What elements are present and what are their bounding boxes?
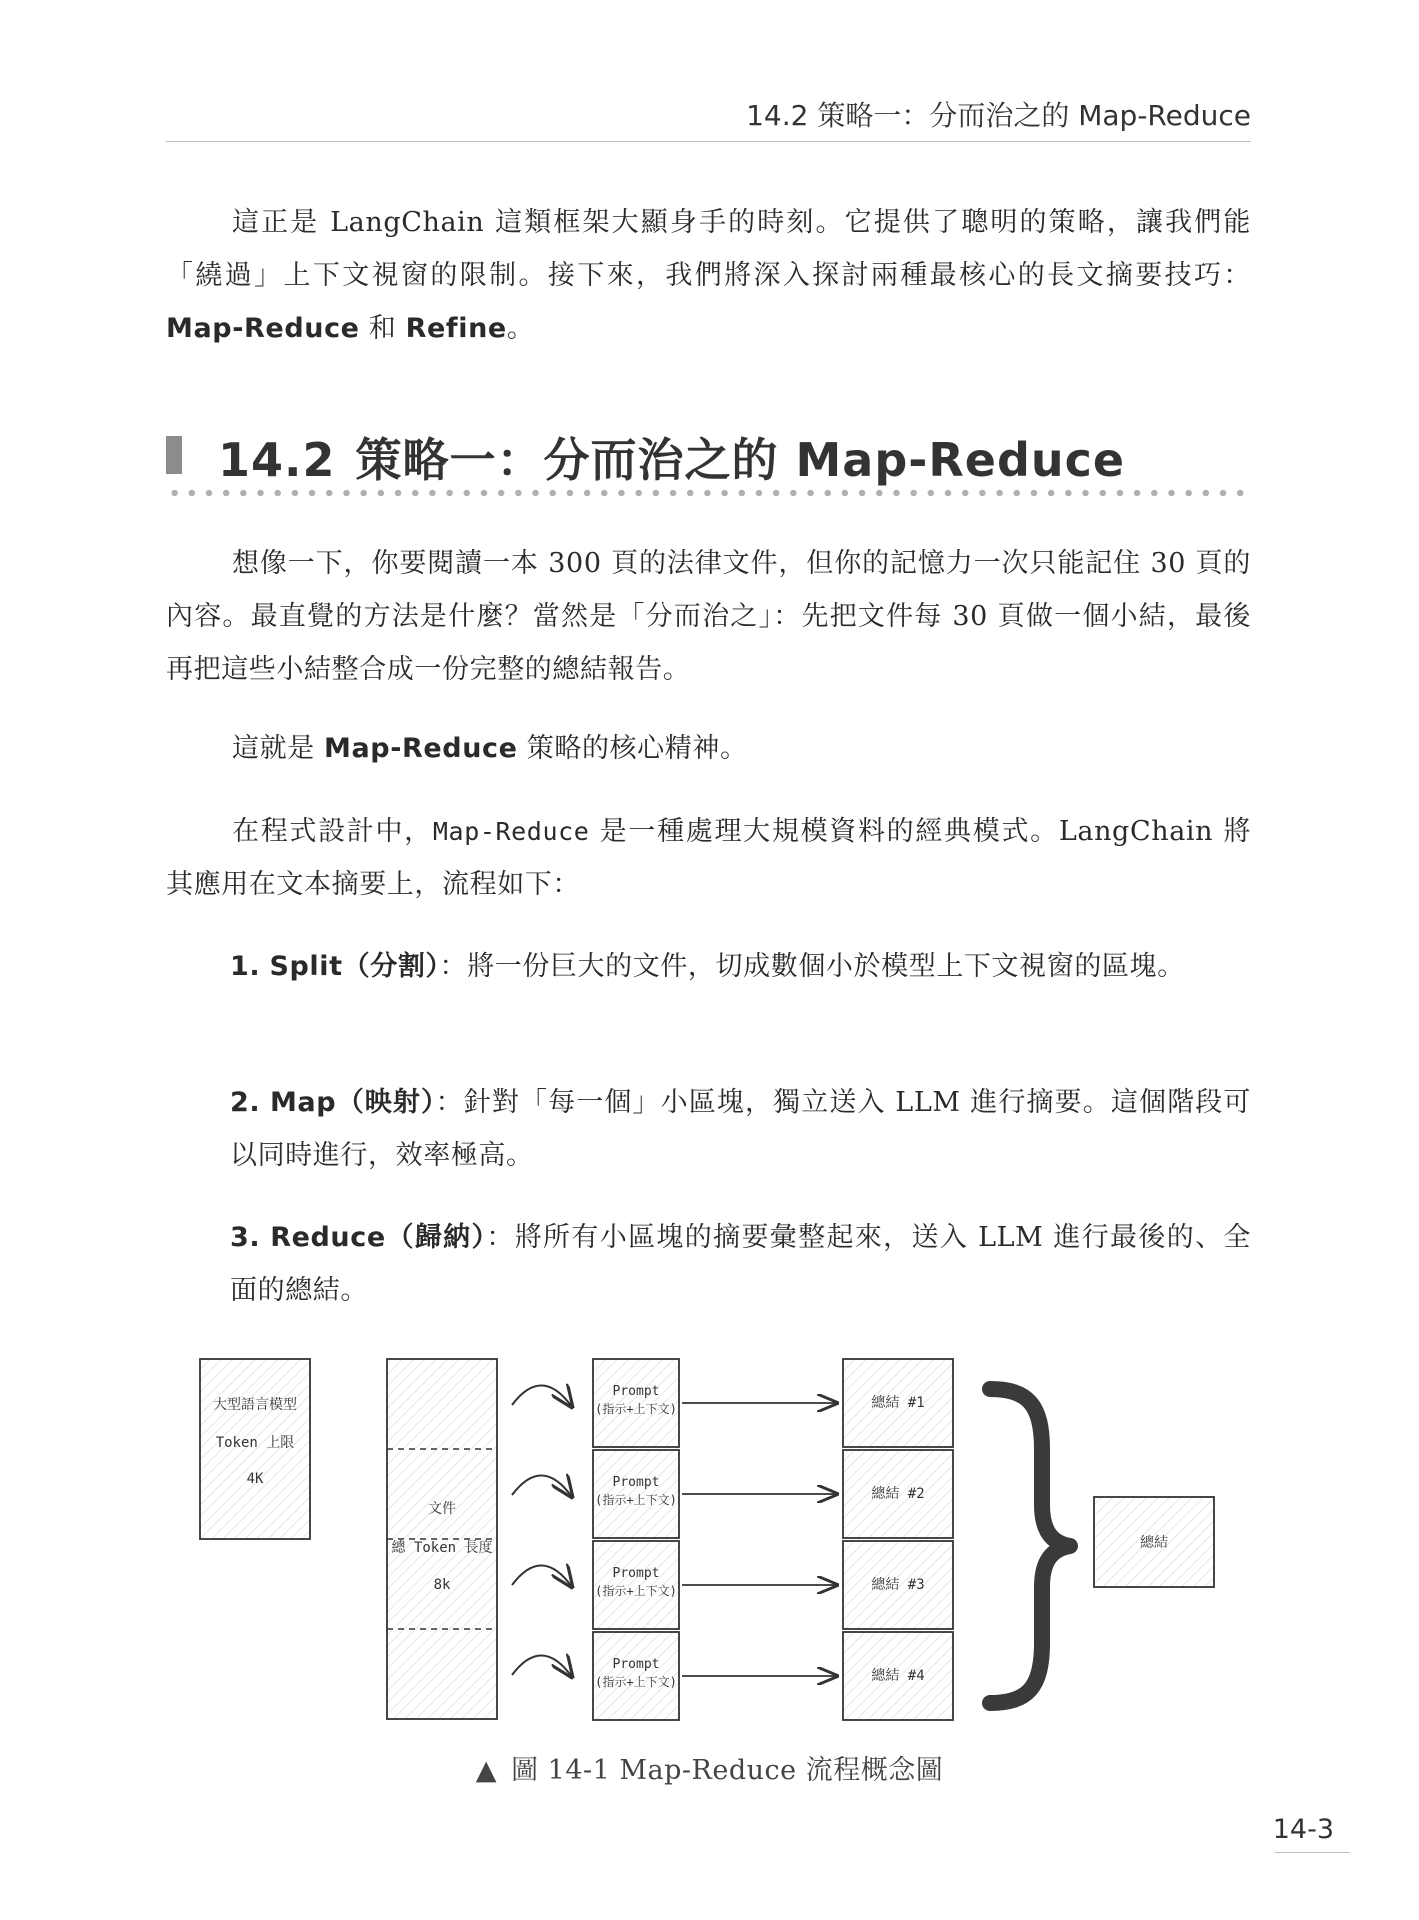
prompt-box-3 [593, 1541, 679, 1629]
pattern-code: Map-Reduce [432, 817, 590, 846]
core-term: Map-Reduce [323, 733, 518, 764]
step-text: ：將一份巨大的文件，切成數個小於模型上下文視窗的區塊。 [439, 951, 1185, 982]
figure-caption [0, 1748, 1419, 1787]
summary-label: 總結 #4 [871, 1668, 925, 1684]
curved-arrow-2 [512, 1475, 572, 1497]
core-text-after: 策略的核心精神。 [517, 733, 748, 764]
step-term: Map（映射） [269, 1087, 436, 1118]
intro-term-map-reduce: Map-Reduce [166, 313, 360, 344]
step-number: 1. [230, 951, 261, 982]
step-number: 2. [230, 1087, 261, 1118]
step-text: ：將所有小區塊的摘要彙整起來，送入 LLM 進行最後的、全面的總結。 [230, 1222, 1252, 1306]
prompt-box-1 [593, 1359, 679, 1447]
page-number-rule [1275, 1852, 1350, 1853]
step-list-item-2 [230, 1076, 1251, 1182]
step-list-item-3 [230, 1211, 1251, 1317]
curved-arrow-1 [512, 1385, 572, 1407]
final-summary-box [1094, 1497, 1214, 1587]
step-number: 3. [230, 1222, 261, 1253]
section-heading [218, 424, 1125, 490]
intro-end: 。 [506, 313, 535, 344]
summary-label: 總結 #2 [871, 1486, 925, 1502]
llm-box [200, 1359, 310, 1539]
prompt-sublabel: (指示+上下文) [595, 1584, 677, 1598]
summary-box-3 [843, 1541, 953, 1629]
caption-triangle-icon: ▲ [475, 1755, 498, 1786]
map-reduce-figure [190, 1345, 1230, 1740]
pattern-text-before: 在程式設計中， [232, 816, 433, 847]
llm-label-3: 4K [246, 1471, 264, 1487]
running-header: 14.2 策略一：分而治之的 Map-Reduce [746, 99, 1251, 132]
brace-icon [990, 1389, 1070, 1703]
step-text: ：針對「每一個」小區塊，獨立送入 LLM 進行摘要。這個階段可以同時進行，效率極高。 [230, 1087, 1251, 1171]
curved-arrow-3 [512, 1565, 572, 1587]
step-list-item-1 [230, 940, 1251, 993]
document-box [387, 1359, 497, 1719]
intro-text: 這正是 LangChain 這類框架大顯身手的時刻。它提供了聰明的策略，讓我們能「繞過」上下文視窗的限制。接下來，我們將深入探討兩種最核心的長文摘要技巧： [166, 207, 1251, 291]
intro-term-refine: Refine [405, 313, 507, 344]
core-idea-paragraph [166, 722, 1251, 775]
section-dotted-rule [166, 489, 1251, 497]
page-number: 14-3 [1272, 1814, 1334, 1845]
prompt-box-2 [593, 1450, 679, 1538]
section-marker-bar [166, 436, 182, 474]
header-rule [166, 141, 1251, 142]
core-text-before: 這就是 [232, 733, 324, 764]
summary-label: 總結 #3 [871, 1577, 925, 1593]
step-term: Reduce（歸納） [270, 1222, 487, 1253]
section-number: 14.2 [218, 433, 336, 487]
step-term: Split（分割） [269, 951, 440, 982]
prompt-label: Prompt [612, 1657, 660, 1672]
caption-text: 圖 14-1 Map-Reduce 流程概念圖 [511, 1755, 944, 1786]
pattern-paragraph [166, 805, 1251, 911]
pattern-text-after: 是一種處理大規模資料的經典模式。LangChain 將其應用在文本摘要上，流程如下： [166, 816, 1251, 900]
prompt-sublabel: (指示+上下文) [595, 1402, 677, 1416]
llm-label-2: Token 上限 [215, 1435, 295, 1451]
doc-label-3: 8k [433, 1577, 451, 1593]
section-title: 策略一：分而治之的 Map-Reduce [355, 433, 1126, 487]
summary-box-1 [843, 1359, 953, 1447]
summary-label: 總結 #1 [871, 1395, 925, 1411]
llm-label-1: 大型語言模型 [213, 1397, 297, 1413]
summary-box-2 [843, 1450, 953, 1538]
map-reduce-diagram [190, 1345, 1230, 1740]
intro-paragraph [166, 196, 1251, 355]
final-summary-label: 總結 [1140, 1535, 1168, 1551]
prompt-box-4 [593, 1632, 679, 1720]
prompt-label: Prompt [612, 1566, 660, 1581]
intro-conj: 和 [359, 313, 406, 344]
prompt-label: Prompt [612, 1475, 660, 1490]
prompt-sublabel: (指示+上下文) [595, 1675, 677, 1689]
summary-box-4 [843, 1632, 953, 1720]
prompt-sublabel: (指示+上下文) [595, 1493, 677, 1507]
analogy-paragraph: 想像一下，你要閱讀一本 300 頁的法律文件，但你的記憶力一次只能記住 30 頁的內容。最直覺的方法是什麼？當然是「分而治之」：先把文件每 30 頁做一個小結，最後再把這些小結整合成一份完整的總結報告。 [166, 548, 1251, 685]
prompt-label: Prompt [612, 1384, 660, 1399]
doc-label-2: 總 Token 長度 [391, 1540, 493, 1556]
curved-arrow-4 [512, 1655, 572, 1677]
doc-label-1: 文件 [428, 1501, 456, 1517]
